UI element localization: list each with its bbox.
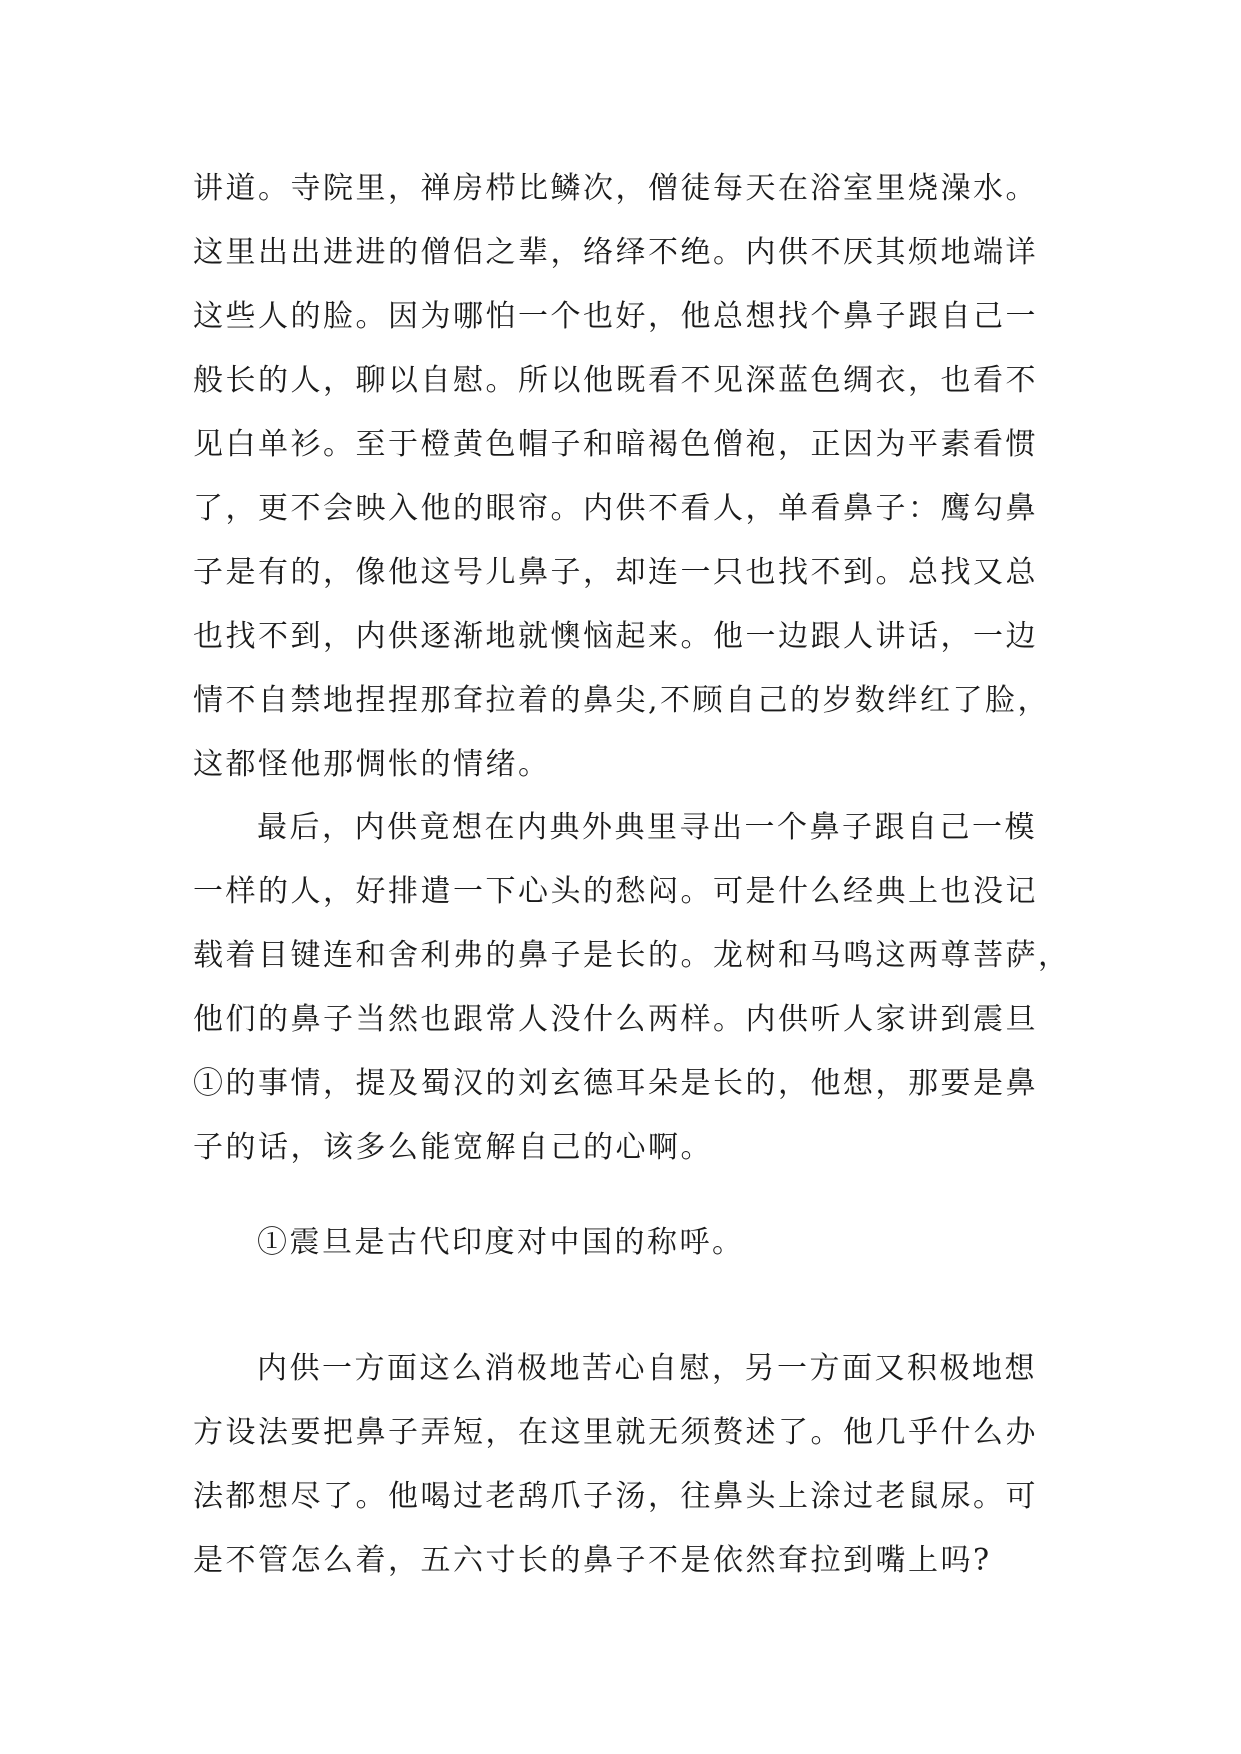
text-line: 最后，内供竟想在内典外典里寻出一个鼻子跟自己一模 — [257, 810, 1037, 845]
text-line: 载着目键连和舍利弗的鼻子是长的。龙树和马鸣这两尊菩萨， — [193, 938, 1071, 973]
text-line: 子的话，该多么能宽解自己的心啊。 — [193, 1130, 713, 1165]
text-line: 一样的人，好排遣一下心头的愁闷。可是什么经典上也没记 — [193, 874, 1038, 909]
text-line: 法都想尽了。他喝过老鸹爪子汤，往鼻头上涂过老鼠尿。可 — [193, 1479, 1038, 1514]
text-line: 这都怪他那惆怅的情绪。 — [193, 747, 551, 782]
text-line: 讲道。寺院里，禅房栉比鳞次，僧徒每天在浴室里烧澡水。 — [193, 171, 1038, 206]
text-line: 这些人的脸。因为哪怕一个也好，他总想找个鼻子跟自己一 — [193, 299, 1038, 334]
footnote-text: ①震旦是古代印度对中国的称呼。 — [257, 1225, 745, 1260]
text-line: 内供一方面这么消极地苦心自慰，另一方面又积极地想 — [257, 1351, 1037, 1386]
footnote — [193, 1211, 1073, 1275]
text-line: 也找不到，内供逐渐地就懊恼起来。他一边跟人讲话，一边 — [193, 619, 1038, 654]
text-line: 了，更不会映入他的眼帘。内供不看人，单看鼻子：鹰勾鼻 — [193, 491, 1038, 526]
text-line: ①的事情，提及蜀汉的刘玄德耳朵是长的，他想，那要是鼻 — [193, 1066, 1038, 1101]
text-line: 子是有的，像他这号儿鼻子，却连一只也找不到。总找又总 — [193, 555, 1038, 590]
text-line: 这里出出进进的僧侣之辈，络绎不绝。内供不厌其烦地端详 — [193, 235, 1038, 270]
text-line: 是不管怎么着，五六寸长的鼻子不是依然耷拉到嘴上吗? — [193, 1543, 992, 1578]
text-line: 他们的鼻子当然也跟常人没什么两样。内供听人家讲到震旦 — [193, 1002, 1038, 1037]
paragraph — [193, 1337, 1073, 1593]
text-line: 情不自禁地捏捏那耷拉着的鼻尖,不顾自己的岁数绊红了脸， — [193, 683, 1051, 718]
paragraph-continuation — [193, 157, 1073, 797]
text-line: 见白单衫。至于橙黄色帽子和暗褐色僧袍，正因为平素看惯 — [193, 427, 1038, 462]
text-line: 般长的人，聊以自慰。所以他既看不见深蓝色绸衣，也看不 — [193, 363, 1038, 398]
paragraph — [193, 796, 1073, 1180]
text-line: 方设法要把鼻子弄短，在这里就无须赘述了。他几乎什么办 — [193, 1415, 1038, 1450]
